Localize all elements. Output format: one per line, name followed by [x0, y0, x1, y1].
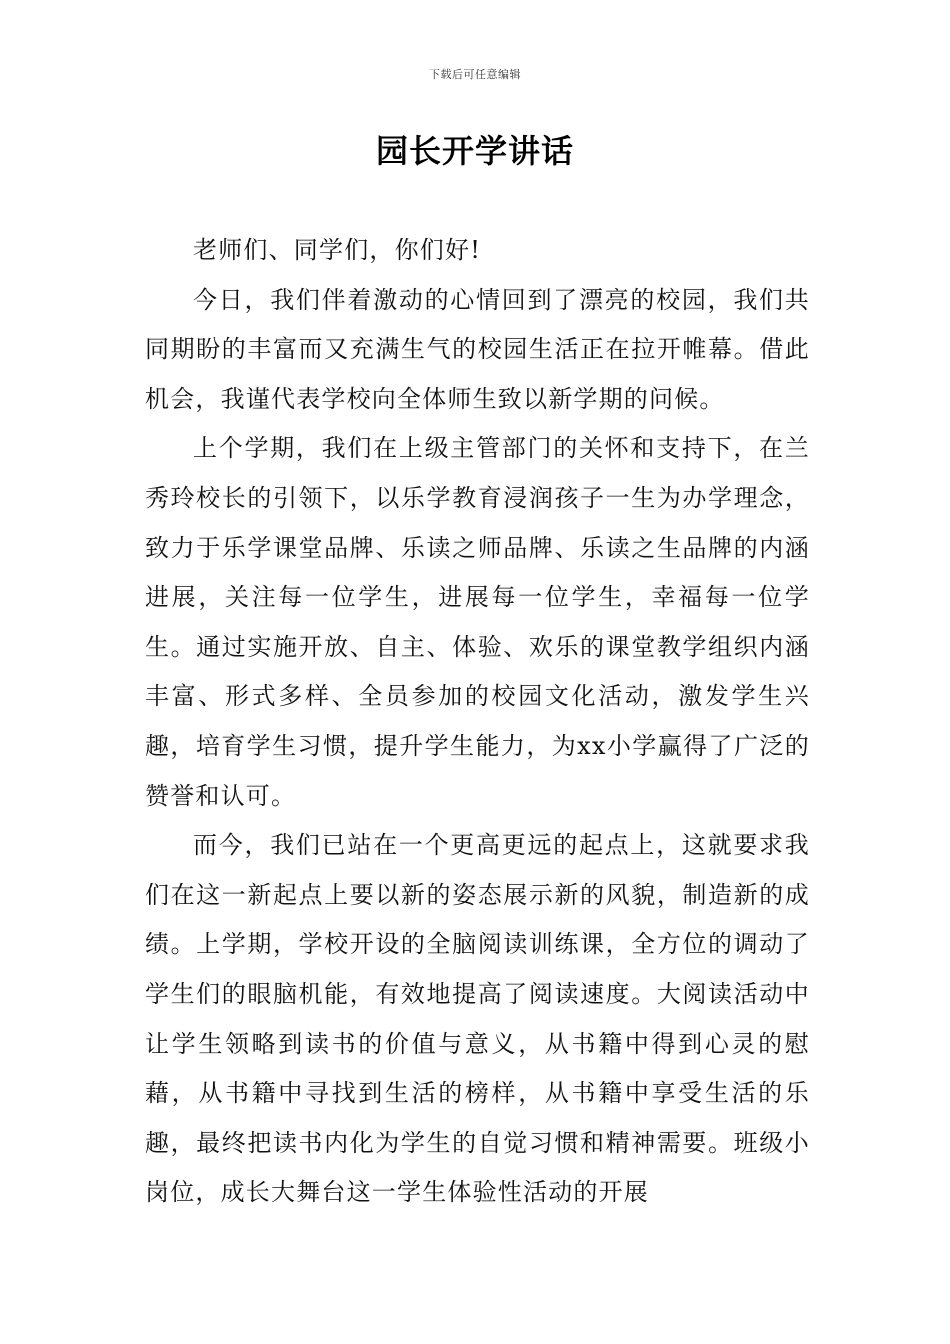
body-paragraph: 而今，我们已站在一个更高更远的起点上，这就要求我们在这一新起点上要以新的姿态展示新的风貌，制造新的成绩。上学期，学校开设的全脑阅读训练课，全方位的调动了学生们的眼脑机能，有效地提高了阅读速度。大阅读活动中让学生领略到读书的价值与意义，从书籍中得到心灵的慰藉，从书籍中寻找到生活的榜样，从书籍中享受生活的乐趣，最终把读书内化为学生的自觉习惯和精神需要。班级小岗位，成长大舞台这一学生体验性活动的开展: [145, 831, 810, 1207]
body-paragraph: 今日，我们伴着激动的心情回到了漂亮的校园，我们共同期盼的丰富而又充满生气的校园生活正在拉开帷幕。借此机会，我谨代表学校向全体师生致以新学期的问候。: [145, 285, 810, 413]
document-body: [145, 226, 810, 1218]
greeting-paragraph: 老师们、同学们，你们好!: [193, 236, 482, 264]
body-paragraph: 上个学期，我们在上级主管部门的关怀和支持下，在兰秀玲校长的引领下，以乐学教育浸润孩子一生为办学理念，致力于乐学课堂品牌、乐读之师品牌、乐读之生品牌的内涵进展，关注每一位学生，进展每一位学生，幸福每一位学生。通过实施开放、自主、体验、欢乐的课堂教学组织内涵丰富、形式多样、全员参加的校园文化活动，激发学生兴趣，培育学生习惯，提升学生能力，为xx小学赢得了广泛的赞誉和认可。: [145, 434, 810, 810]
header-note: 下载后可任意编辑: [429, 68, 521, 81]
document-title: 园长开学讲话: [375, 132, 574, 170]
